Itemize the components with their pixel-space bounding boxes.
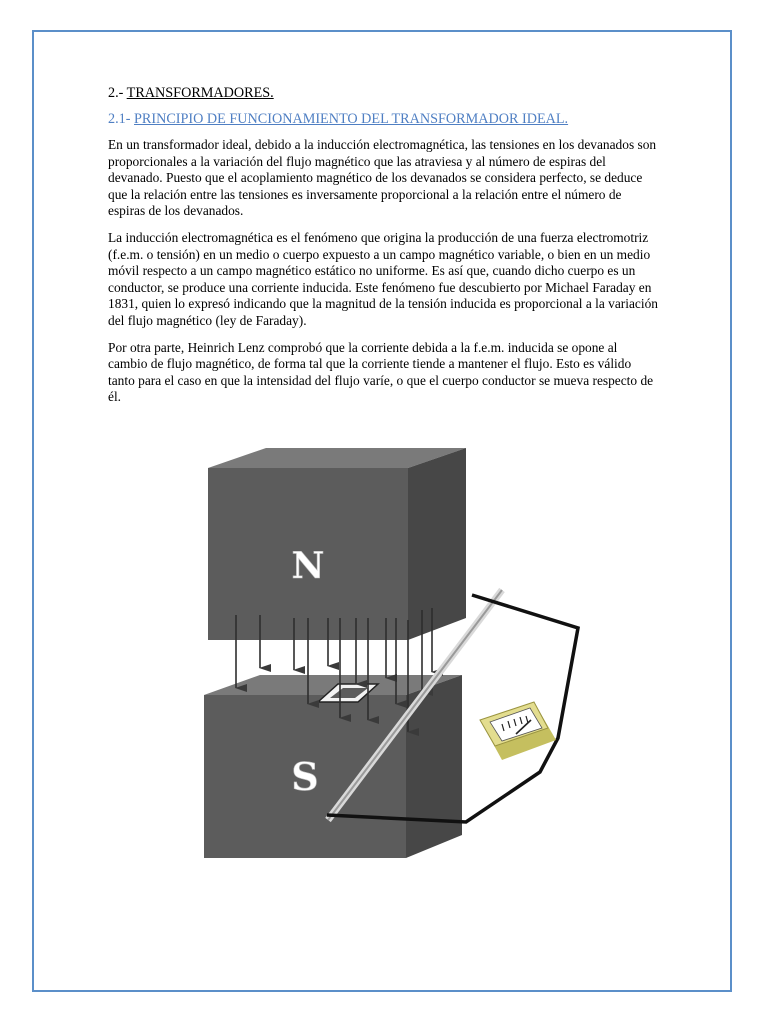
paragraph-1: En un transformador ideal, debido a la inducción electromagnética, las tensiones en los devanados son proporcionales a la variación del flujo magnético que las atraviesa y al número de espiras del devanado. Puesto que el acoplamiento magnético de los devanados se considera perfecto, se deduce que la relación entre las tensiones es inversamente proporcional a la relación entre el número de espiras de los devanados. xyxy=(108,137,657,219)
subsection-number: 2.1- xyxy=(108,111,131,127)
galvanometer-icon xyxy=(480,702,556,760)
paragraph-3: Por otra parte, Heinrich Lenz comprobó que la corriente debida a la f.e.m. inducida se opone al cambio de flujo magnético, de forma tal que la corriente tiende a mantener el flujo. Esto es válido tanto para el caso en que la intensidad del flujo varíe, o que el cuerpo conductor se mueva respecto de él. xyxy=(108,339,654,405)
document-body xyxy=(108,84,660,416)
subsection-heading xyxy=(108,110,660,128)
north-magnet xyxy=(208,448,466,640)
subsection-title: PRINCIPIO DE FUNCIONAMIENTO DEL TRANSFORMADOR IDEAL. xyxy=(134,111,569,127)
induction-diagram xyxy=(190,440,600,870)
section-number: 2.- xyxy=(108,85,124,101)
north-magnet-side xyxy=(408,448,466,640)
south-pole-label: S xyxy=(291,754,319,799)
section-heading xyxy=(108,84,660,102)
paragraph-2: La inducción electromagnética es el fenómeno que origina la producción de una fuerza electromotriz (f.e.m. o tensión) en un medio o cuerpo expuesto a un campo magnético variable, o bien en un medio móvil respecto a un campo magnético estático no uniforme. Es así que, cuando dicho cuerpo es un conductor, se produce una corriente inducida. Este fenómeno fue descubierto por Michael Faraday en 1831, quien lo expresó indicando que la magnitud de la tensión inducida es proporcional a la variación del flujo magnético (ley de Faraday). xyxy=(108,229,658,328)
induction-diagram-svg xyxy=(190,440,600,870)
section-title: TRANSFORMADORES. xyxy=(126,85,274,101)
north-pole-label: N xyxy=(291,545,325,587)
